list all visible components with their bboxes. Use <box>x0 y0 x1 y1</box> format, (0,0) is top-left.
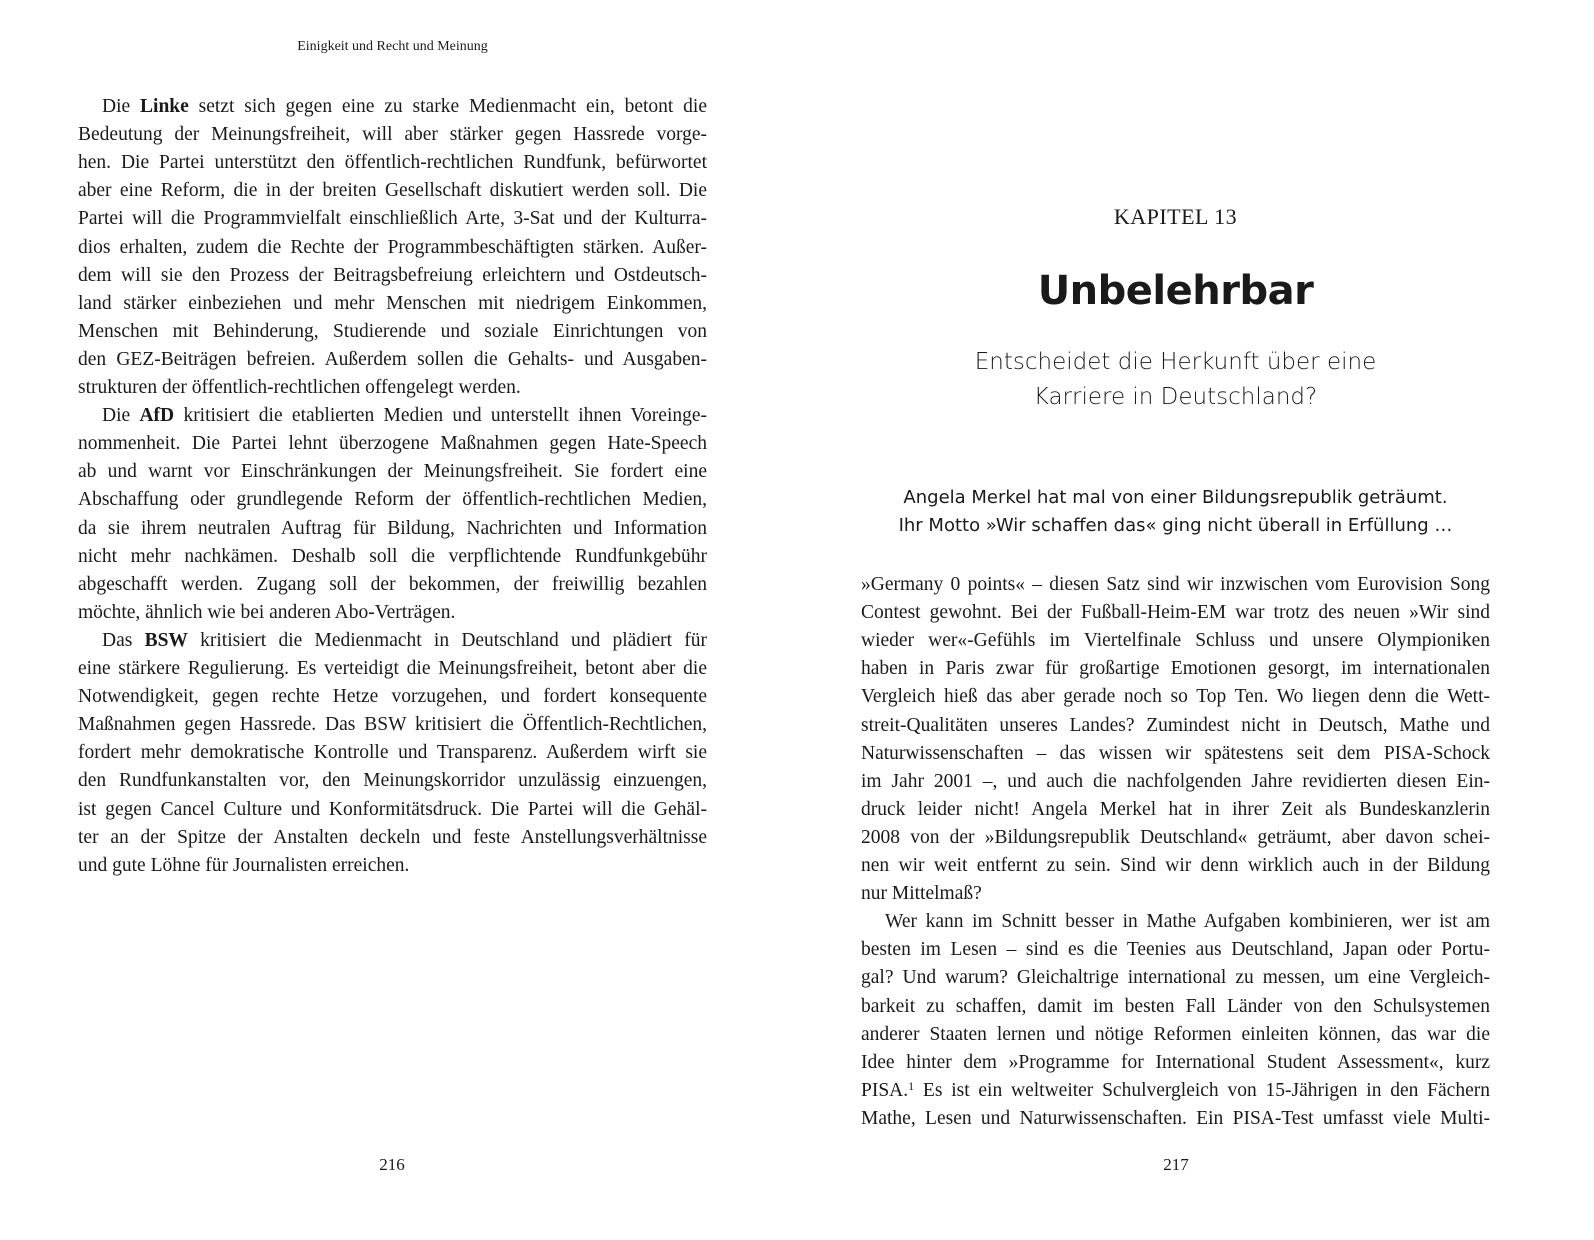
chapter-label: KAPITEL 13 <box>1113 204 1238 229</box>
text-line: Menschen mit Behinderung, Studierende und soziale Einrichtungen von <box>78 320 707 342</box>
text-line: Bedeutung der Meinungsfreiheit, will aber stärker gegen Hassrede vorge- <box>78 124 707 146</box>
text-line: nicht mehr nachkämen. Deshalb soll die verpflichtende Rundfunkgebühr <box>78 545 707 567</box>
text-run: Die <box>102 405 140 427</box>
text-line: fordert mehr demokratische Kontrolle und Transparenz. Außerdem wirft sie <box>78 742 707 764</box>
text-line: streit-Qualitäten unseres Landes? Zumindest nicht in Deutsch, Mathe und <box>861 714 1490 736</box>
chapter-subtitle-line: Entscheidet die Herkunft über eine <box>974 349 1377 375</box>
text-line: »Germany 0 points« – diesen Satz sind wir inzwischen vom Eurovision Song <box>861 574 1490 595</box>
text-line: Idee hinter dem »Programme for International Student Assessment«, kurz <box>861 1051 1490 1073</box>
text-line: barkeit zu schaffen, damit im besten Fall Länder von den Schulsystemen <box>861 995 1490 1017</box>
text-line: Naturwissenschaften – das wissen wir spätestens seit dem PISA-Schock <box>861 742 1490 764</box>
party-name: Linke <box>140 96 189 117</box>
text-line: Partei will die Programmvielfalt einschließlich Arte, 3-Sat und der Kulturra- <box>78 208 707 230</box>
text-line: haben in Paris zwar für großartige Emotionen gesorgt, im internationalen <box>861 658 1490 680</box>
paragraph-first-line <box>78 627 707 655</box>
text-line: Contest gewohnt. Bei der Fußball-Heim-EM war trotz des neuen »Wir sind <box>861 602 1490 624</box>
text-line: 2008 von der »Bildungsrepublik Deutschland« geträumt, aber davon schei- <box>861 826 1490 848</box>
chapter-title: Unbelehrbar <box>1037 268 1314 314</box>
page-number: 217 <box>1163 1155 1189 1174</box>
text-line: dios erhalten, zudem die Rechte der Programmbeschäftigten stärken. Außer- <box>78 236 707 258</box>
running-head: Einigkeit und Recht und Meinung <box>297 39 488 54</box>
text-line: anderer Staaten lernen und nötige Reformen einleiten können, das war die <box>861 1023 1490 1045</box>
text-line: Abschaffung oder grundlegende Reform der öffentlich-rechtlichen Medien, <box>78 489 707 511</box>
text-line: dem will sie den Prozess der Beitragsbefreiung erleichtern und Ostdeutsch- <box>78 264 707 286</box>
text-line: nen wir weit entfernt zu sein. Sind wir denn wirklich auch in der Bildung <box>861 855 1490 876</box>
text-run: Das <box>102 629 145 651</box>
text-line: land stärker einbeziehen und mehr Menschen mit niedrigem Einkommen, <box>78 292 707 314</box>
text-line: gal? Und warum? Gleichaltrige international zu messen, um eine Vergleich- <box>861 967 1490 989</box>
text-line: da sie ihrem neutralen Auftrag für Bildung, Nachrichten und Information <box>78 517 707 539</box>
text-line: den Rundfunkanstalten vor, den Meinungskorridor unzulässig einzuengen, <box>78 770 707 792</box>
text-line: ter an der Spitze der Anstalten deckeln und feste Anstellungsverhältnisse <box>78 826 707 848</box>
text-run: kritisiert die Medienmacht in Deutschland und plädiert für <box>187 629 708 651</box>
text-line: besten im Lesen – sind es die Teenies aus Deutschland, Japan oder Portu- <box>861 939 1490 961</box>
text-line: und gute Löhne für Journalisten erreichen. <box>78 854 410 876</box>
text-line: abgeschafft werden. Zugang soll der bekommen, der freiwillig bezahlen <box>78 573 707 595</box>
text-line: aber eine Reform, die in der breiten Gesellschaft diskutiert werden soll. Die <box>78 180 707 202</box>
text-line: im Jahr 2001 –, und auch die nachfolgenden Jahre revidierten diesen Ein- <box>861 770 1490 792</box>
text-line: den GEZ-Beiträgen befreien. Außerdem sollen die Gehalts- und Ausgaben- <box>78 348 707 370</box>
text-line: Mathe, Lesen und Naturwissenschaften. Ein PISA-Test umfasst viele Multi- <box>861 1107 1490 1129</box>
text-line: Maßnahmen gegen Hassrede. Das BSW kritisiert die Öffentlich-Rechtlichen, <box>78 714 707 736</box>
text-run: setzt sich gegen eine zu starke Medienmacht ein, betont die <box>188 96 707 117</box>
text-run: kritisiert die etablierten Medien und unterstellt ihnen Voreinge- <box>174 405 708 427</box>
text-line: möchte, ähnlich wie bei anderen Abo-Verträgen. <box>78 601 456 623</box>
text-line: nur Mittelmaß? <box>861 883 982 905</box>
text-line: eine stärkere Regulierung. Es verteidigt die Meinungsfreiheit, betont aber die <box>78 658 707 679</box>
text-line-with-footnote <box>861 1077 1490 1105</box>
paragraph-first-line <box>78 402 707 430</box>
text-line: Notwendigkeit, gegen rechte Hetze vorzugehen, und fordert konsequente <box>78 686 707 708</box>
text-line: wieder wer«-Gefühls im Viertelfinale Schluss und unsere Olympioniken <box>861 630 1490 652</box>
footnote-reference[interactable]: 1 <box>908 1078 915 1093</box>
epigraph-line: Ihr Motto »Wir schaffen das« ging nicht überall in Erfüllung … <box>898 515 1453 536</box>
chapter-subtitle-line: Karriere in Deutschland? <box>1033 384 1318 410</box>
text-run: Die <box>102 96 141 117</box>
text-line: ab und warnt vor Einschränkungen der Meinungsfreiheit. Sie fordert eine <box>78 461 707 483</box>
page-number: 216 <box>379 1155 405 1174</box>
party-name: AfD <box>139 405 175 427</box>
text-line: ist gegen Cancel Culture und Konformitätsdruck. Die Partei will die Gehäl- <box>78 798 707 820</box>
text-line: hen. Die Partei unterstützt den öffentlich-rechtlichen Rundfunk, befürwortet <box>78 152 707 174</box>
text-line: nommenheit. Die Partei lehnt überzogene Maßnahmen gegen Hate-Speech <box>78 433 707 455</box>
paragraph-first-line <box>78 93 707 121</box>
text-run: Es ist ein weltweiter Schulvergleich von 15-Jährigen in den Fächern <box>914 1079 1490 1101</box>
text-run: PISA. <box>861 1079 909 1101</box>
text-line: Vergleich hieß das aber gerade noch so Top Ten. Wo liegen denn die Wett- <box>861 686 1490 708</box>
text-line: Wer kann im Schnitt besser in Mathe Aufgaben kombinieren, wer ist am <box>885 911 1490 933</box>
party-name: BSW <box>144 629 188 651</box>
text-line: strukturen der öffentlich-rechtlichen offengelegt werden. <box>78 377 521 398</box>
epigraph-line: Angela Merkel hat mal von einer Bildungsrepublik geträumt. <box>903 487 1448 508</box>
text-line: druck leider nicht! Angela Merkel hat in ihrer Zeit als Bundeskanzlerin <box>861 798 1490 820</box>
